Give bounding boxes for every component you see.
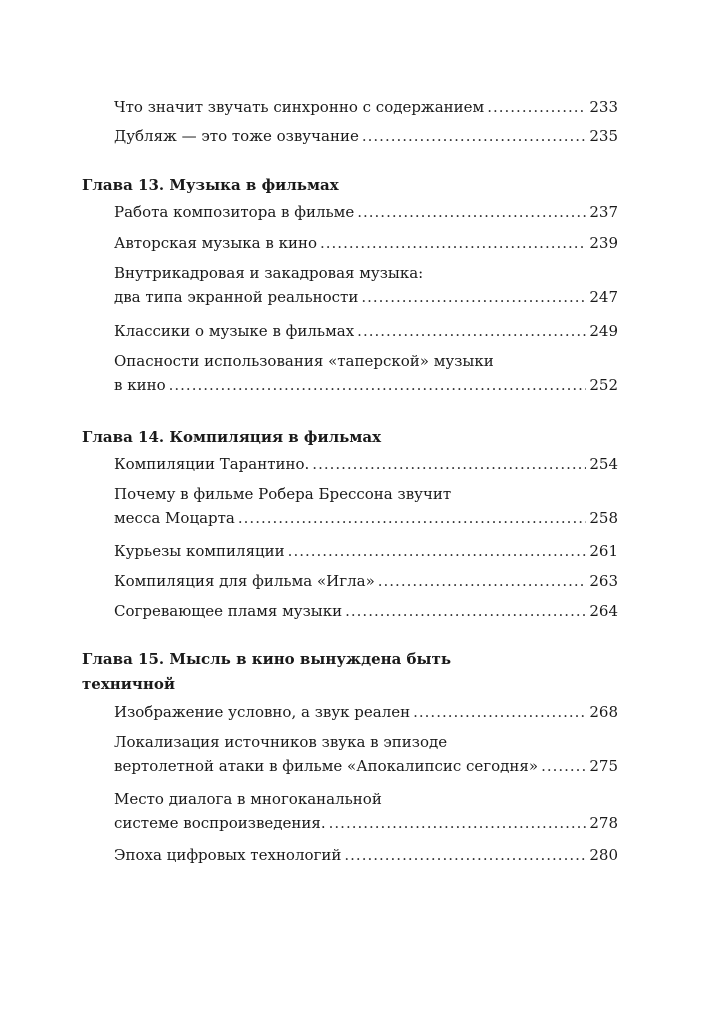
chapter-heading-line: техничной xyxy=(82,675,175,693)
toc-page-number: 264 xyxy=(589,602,618,620)
toc-page-number: 280 xyxy=(589,846,618,864)
toc-page-number: 254 xyxy=(589,455,618,473)
toc-page-number: 233 xyxy=(589,98,618,116)
toc-entry-title-line: два типа экранной реальности xyxy=(114,288,359,306)
chapter-heading-line: Глава 13. Музыка в фильмах xyxy=(82,176,339,194)
toc-page-number: 249 xyxy=(589,322,618,340)
dot-leader xyxy=(345,600,586,622)
dot-leader xyxy=(541,755,586,777)
toc-entry-row xyxy=(114,812,618,834)
dot-leader xyxy=(329,812,587,834)
dot-leader xyxy=(357,201,586,223)
toc-entry-title-line: Авторская музыка в кино xyxy=(114,234,317,252)
dot-leader xyxy=(378,570,587,592)
toc-page-number: 275 xyxy=(589,757,618,775)
toc-entry-row xyxy=(114,453,618,475)
dot-leader xyxy=(487,96,586,118)
chapter-heading[interactable] xyxy=(82,425,602,450)
toc-entry-row xyxy=(114,201,618,223)
toc-page-number: 235 xyxy=(589,127,618,145)
toc-entry-row xyxy=(114,540,618,562)
dot-leader xyxy=(169,374,587,396)
dot-leader xyxy=(361,286,586,308)
toc-page-number: 278 xyxy=(589,814,618,832)
dot-leader xyxy=(312,453,586,475)
toc-entry-title-line: Классики о музыке в фильмах xyxy=(114,322,355,340)
toc-entry-row xyxy=(114,701,618,723)
toc-entry-title-line: Место диалога в многоканальной xyxy=(114,790,382,808)
dot-leader xyxy=(344,844,586,866)
toc-page-number: 247 xyxy=(589,288,618,306)
dot-leader xyxy=(238,507,586,529)
toc-entry-title-line: Компиляции Тарантино. xyxy=(114,455,310,473)
toc-entry-title-line: Внутрикадровая и закадровая музыка: xyxy=(114,264,424,282)
toc-entry-row xyxy=(114,374,618,396)
toc-page-number: 268 xyxy=(589,703,618,721)
chapter-heading-line: Глава 14. Компиляция в фильмах xyxy=(82,428,382,446)
toc-page-number: 258 xyxy=(589,509,618,527)
toc-entry-row xyxy=(114,232,618,254)
chapter-heading[interactable] xyxy=(82,173,602,198)
toc-entry-title-line: Опасности использования «таперской» музыки xyxy=(114,352,494,370)
dot-leader xyxy=(288,540,587,562)
toc-entry-row xyxy=(114,125,618,147)
toc-entry-title-line: вертолетной атаки в фильме «Апокалипсис сегодня» xyxy=(114,757,539,775)
toc-entry-title-line: Что значит звучать синхронно с содержанием xyxy=(114,98,485,116)
toc-entry-title-line: системе воспроизведения. xyxy=(114,814,326,832)
toc-entry-title-line: Почему в фильме Робера Брессона звучит xyxy=(114,485,452,503)
dot-leader xyxy=(362,125,586,147)
toc-entry-row xyxy=(114,844,618,866)
dot-leader xyxy=(357,320,586,342)
toc-entry-title-line: Изображение условно, а звук реален xyxy=(114,703,411,721)
toc-entry-row xyxy=(114,507,618,529)
toc-page-number: 237 xyxy=(589,203,618,221)
toc-page-number: 252 xyxy=(589,376,618,394)
toc-entry-row xyxy=(114,286,618,308)
toc-entry-title-line: Согревающее пламя музыки xyxy=(114,602,343,620)
toc-entry-row xyxy=(114,600,618,622)
toc-entry-row xyxy=(114,570,618,592)
chapter-heading-line: Глава 15. Мысль в кино вынуждена быть xyxy=(82,650,452,668)
toc-page-number: 263 xyxy=(589,572,618,590)
toc-page-number: 261 xyxy=(589,542,618,560)
toc-entry-title-line: Курьезы компиляции xyxy=(114,542,285,560)
dot-leader xyxy=(320,232,586,254)
toc-entry-row xyxy=(114,96,618,118)
toc-entry-title-line: месса Моцарта xyxy=(114,509,235,527)
toc-entry-title-line: Дубляж — это тоже озвучание xyxy=(114,127,359,145)
chapter-heading[interactable] xyxy=(82,647,602,697)
toc-entry-title-line: Эпоха цифровых технологий xyxy=(114,846,342,864)
toc-entry-title-line: в кино xyxy=(114,376,166,394)
toc-page-number: 239 xyxy=(589,234,618,252)
toc-entry-row xyxy=(114,320,618,342)
toc-entry-title-line: Локализация источников звука в эпизоде xyxy=(114,733,448,751)
toc-entry-row xyxy=(114,755,618,777)
toc-entry-title-line: Компиляция для фильма «Игла» xyxy=(114,572,375,590)
toc-entry-title-line: Работа композитора в фильме xyxy=(114,203,355,221)
dot-leader xyxy=(413,701,586,723)
